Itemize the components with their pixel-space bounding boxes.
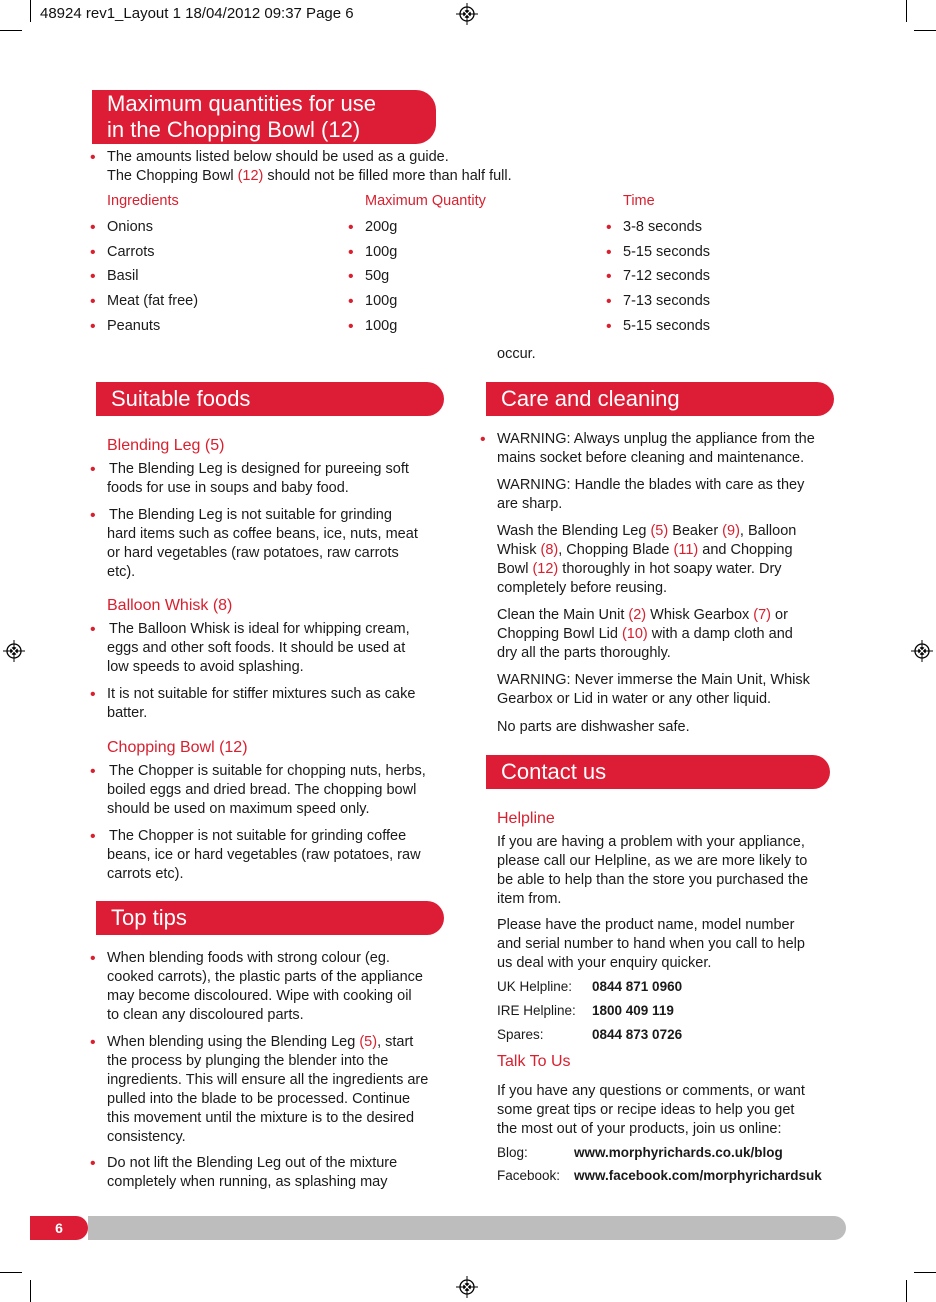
time-cell: 7-13 seconds — [623, 293, 711, 310]
paragraph: The Chopper is suitable for chopping nuts, herbs, boiled eggs and dried bread. The chopping bowl should be used on maximum speed only. — [107, 763, 426, 817]
header-line: in the Chopping Bowl (12) — [107, 117, 361, 142]
registration-mark-icon — [3, 640, 25, 662]
col-time-header: Time — [623, 193, 655, 209]
printer-slug: 48924 rev1_Layout 1 18/04/2012 09:37 Page 6 — [40, 5, 354, 22]
phone-label: UK Helpline: — [497, 979, 573, 994]
bullet: • — [606, 317, 612, 335]
ingredient-cell: Meat (fat free) — [107, 293, 199, 310]
bullet: • — [90, 149, 96, 166]
blending-leg-title: Blending Leg (5) — [107, 437, 225, 454]
registration-mark-icon — [456, 1276, 478, 1298]
quantity-cell: 100g — [365, 293, 398, 310]
quantity-cell: 100g — [365, 243, 398, 260]
bullet: • — [90, 243, 96, 261]
time-cell: 3-8 seconds — [623, 219, 702, 235]
paragraph: The Chopper is not suitable for grinding coffee beans, ice or hard vegetables (raw potatoes, raw carrots etc). — [107, 828, 421, 882]
paragraph: WARNING: Handle the blades with care as they are sharp. — [497, 477, 805, 512]
page-number: 6 — [55, 1220, 63, 1236]
paragraph: Clean the Main Unit (2) Whisk Gearbox (7) or Chopping Bowl Lid (10) with a damp cloth and dry all the parts thoroughly. — [497, 607, 793, 661]
bullet: • — [90, 461, 96, 478]
footer-bar — [88, 1216, 846, 1240]
bullet: • — [90, 828, 96, 845]
time-cell: 5-15 seconds — [623, 243, 711, 260]
max-quantities-header — [92, 90, 436, 144]
crop-mark — [0, 30, 22, 31]
link-label: Facebook: — [497, 1168, 561, 1183]
bullet: • — [90, 1155, 96, 1172]
paragraph: The Blending Leg is not suitable for grinding hard items such as coffee beans, ice, nuts, meat or hard vegetables (raw potatoes, raw carrots etc). — [107, 507, 418, 580]
bullet: • — [90, 219, 96, 236]
crop-mark — [906, 0, 907, 22]
stray-text: occur. — [497, 346, 536, 362]
crop-mark — [906, 1280, 907, 1302]
bullet: • — [480, 431, 486, 448]
phone-label: Spares: — [497, 1027, 544, 1042]
balloon-whisk-title: Balloon Whisk (8) — [107, 597, 233, 614]
paragraph: The Blending Leg is designed for pureeing soft foods for use in soups and baby food. — [107, 461, 409, 496]
col-ingredients-header: Ingredients — [107, 193, 179, 209]
paragraph: If you have any questions or comments, or want some great tips or recipe ideas to help you get the most out of your products, join us online: — [497, 1083, 805, 1137]
ingredient-cell: Onions — [107, 219, 153, 235]
header-line: Maximum quantities for use — [107, 91, 376, 116]
bullet: • — [348, 317, 354, 335]
paragraph: If you are having a problem with your appliance, please call our Helpline, as we are more likely to be able to help than the store you purchased the item from. — [497, 834, 809, 907]
crop-mark — [914, 30, 936, 31]
bullet: • — [90, 950, 96, 967]
bullet: • — [90, 317, 96, 335]
paragraph: WARNING: Always unplug the appliance from the mains socket before cleaning and maintenance. — [497, 431, 815, 466]
paragraph: When blending foods with strong colour (eg. cooked carrots), the plastic parts of the appliance may become discoloured. Wipe with cooking oil to clean any discoloured parts. — [107, 950, 423, 1023]
phone-number: 1800 409 119 — [592, 1003, 674, 1018]
phone-number: 0844 873 0726 — [592, 1027, 683, 1042]
paragraph: When blending using the Blending Leg (5), start the process by plunging the blender into the ingredients. This will ensure all the ingredients are pulled into the blade to be processed. Continue this movement until the mixture is to the desired consistency. — [107, 1034, 429, 1145]
paragraph: WARNING: Never immerse the Main Unit, Whisk Gearbox or Lid in water or any other liquid. — [497, 672, 810, 707]
phone-number: 0844 871 0960 — [592, 979, 683, 994]
paragraph: Do not lift the Blending Leg out of the mixture completely when running, as splashing may — [107, 1155, 398, 1190]
phone-label: IRE Helpline: — [497, 1003, 576, 1018]
bullet: • — [348, 243, 354, 261]
helpline-title: Helpline — [497, 810, 555, 827]
bullet: • — [90, 686, 96, 703]
bullet: • — [606, 243, 612, 261]
bullet: • — [90, 293, 96, 311]
registration-mark-icon — [456, 3, 478, 25]
quantity-cell: 200g — [365, 219, 398, 235]
bullet: • — [90, 268, 96, 286]
time-cell: 7-12 seconds — [623, 268, 711, 285]
contact-us-header: Contact us — [486, 755, 830, 789]
ingredient-cell: Peanuts — [107, 317, 161, 334]
paragraph: Wash the Blending Leg (5) Beaker (9), Balloon Whisk (8), Chopping Blade (11) and Chopping Bowl (12) thoroughly in hot soapy water. Dry completely before reusing. — [497, 523, 797, 596]
crop-mark — [914, 1272, 936, 1273]
quantity-cell: 100g — [365, 317, 398, 334]
bullet: • — [90, 507, 96, 524]
quantity-cell: 50g — [365, 268, 390, 285]
bullet: • — [348, 293, 354, 311]
crop-mark — [0, 1272, 22, 1273]
bullet: • — [90, 763, 96, 780]
bullet: • — [348, 268, 354, 286]
blog-link[interactable]: www.morphyrichards.co.uk/blog — [574, 1145, 783, 1160]
paragraph: It is not suitable for stiffer mixtures such as cake batter. — [107, 686, 416, 721]
bullet: • — [606, 268, 612, 286]
talk-to-us-title: Talk To Us — [497, 1053, 571, 1070]
registration-mark-icon — [911, 640, 933, 662]
paragraph: Please have the product name, model number and serial number to hand when you call to help us deal with your enquiry quicker. — [497, 917, 805, 971]
care-cleaning-header: Care and cleaning — [486, 382, 834, 416]
bullet: • — [90, 1034, 96, 1051]
col-quantity-header: Maximum Quantity — [365, 193, 486, 209]
bullet: • — [90, 621, 96, 638]
top-tips-header: Top tips — [96, 901, 444, 935]
paragraph: The Balloon Whisk is ideal for whipping cream, eggs and other soft foods. It should be used at low speeds to avoid splashing. — [107, 621, 410, 675]
bullet: • — [606, 219, 612, 236]
ingredient-cell: Basil — [107, 268, 139, 285]
time-cell: 5-15 seconds — [623, 317, 711, 334]
intro-line: The Chopping Bowl (12) should not be filled more than half full. — [107, 168, 512, 184]
ingredient-cell: Carrots — [107, 243, 155, 260]
bullet: • — [348, 219, 354, 236]
suitable-foods-header: Suitable foods — [96, 382, 444, 416]
intro-line: The amounts listed below should be used as a guide. — [107, 149, 449, 165]
bullet: • — [606, 293, 612, 311]
crop-mark — [30, 1280, 31, 1302]
link-label: Blog: — [497, 1145, 528, 1160]
facebook-link[interactable]: www.facebook.com/morphyrichardsuk — [574, 1168, 822, 1183]
page-number-tab — [30, 1216, 88, 1240]
chopping-bowl-title: Chopping Bowl (12) — [107, 739, 248, 756]
crop-mark — [30, 0, 31, 22]
paragraph: No parts are dishwasher safe. — [497, 719, 690, 735]
